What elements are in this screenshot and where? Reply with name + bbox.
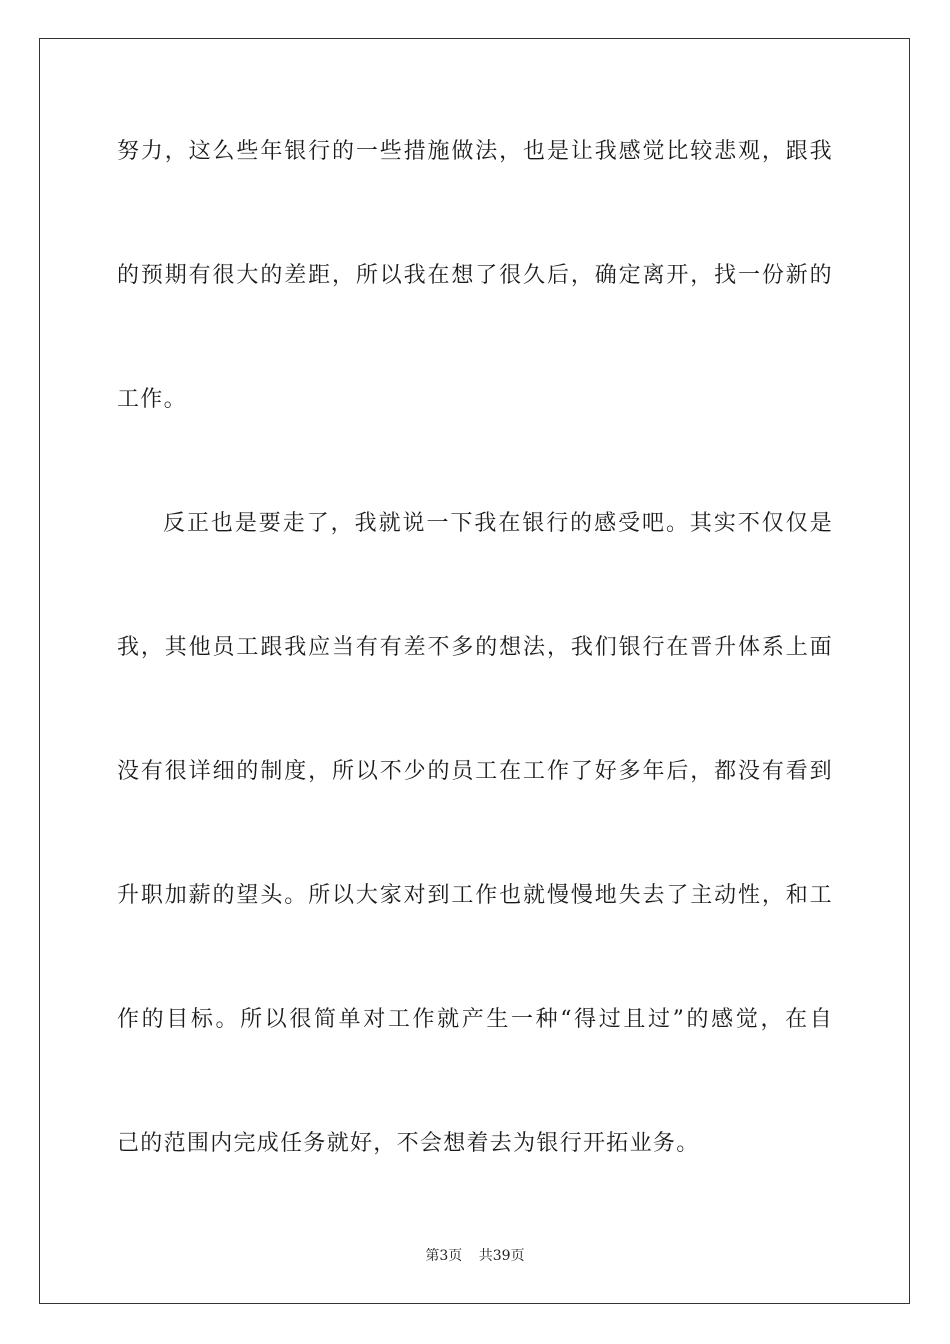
page-border xyxy=(39,38,910,1304)
page-total: 共39页 xyxy=(478,1248,525,1264)
page-footer xyxy=(0,1247,950,1265)
text-line: 的预期有很大的差距，所以我在想了很久后，确定离开，找一份新的 xyxy=(117,263,833,288)
text-line: 我，其他员工跟我应当有有差不多的想法，我们银行在晋升体系上面 xyxy=(117,635,833,660)
paragraph-first-line: 反正也是要走了，我就说一下我在银行的感受吧。其实不仅仅是 xyxy=(163,511,833,536)
text-line: 升职加薪的望头。所以大家对到工作也就慢慢地失去了主动性，和工 xyxy=(117,883,833,908)
page-number: 第3页 xyxy=(425,1248,463,1264)
text-line: 没有很详细的制度，所以不少的员工在工作了好多年后，都没有看到 xyxy=(117,759,833,784)
text-line: 努力，这么些年银行的一些措施做法，也是让我感觉比较悲观，跟我 xyxy=(117,139,833,164)
text-line: 己的范围内完成任务就好，不会想着去为银行开拓业务。 xyxy=(117,1131,700,1156)
text-line: 作的目标。所以很简单对工作就产生一种“得过且过”的感觉，在自 xyxy=(117,1007,833,1032)
text-line: 工作。 xyxy=(117,387,187,412)
